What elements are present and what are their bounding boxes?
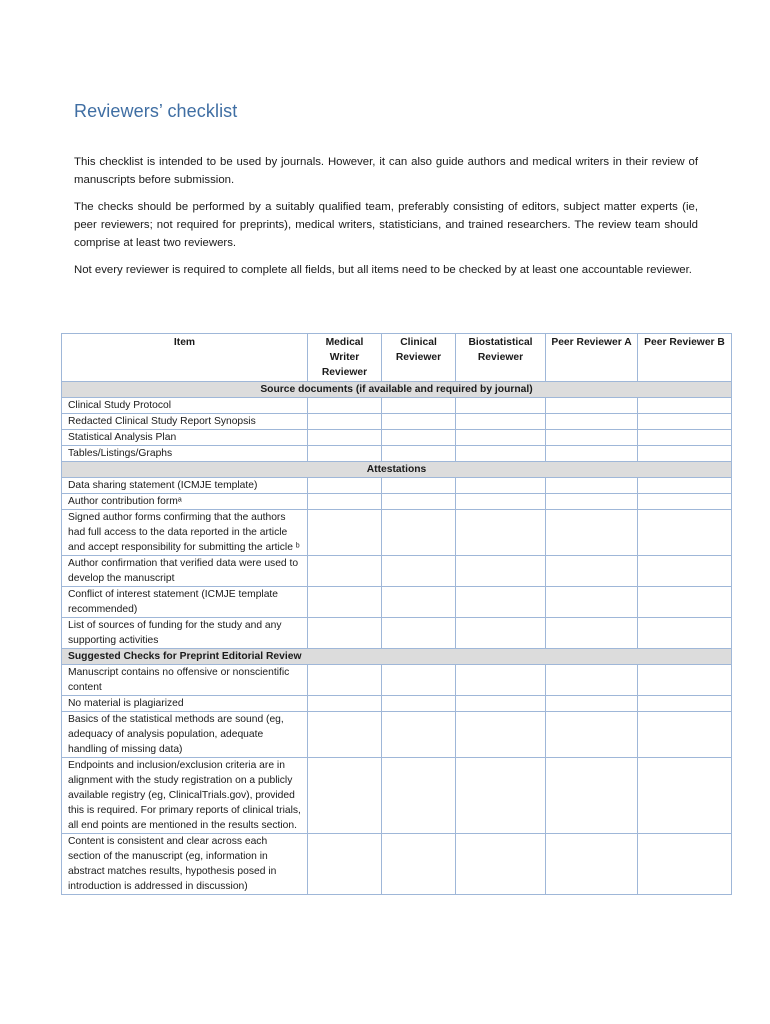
check-cell-biostatistical[interactable] [456,494,546,510]
table-row [62,494,732,510]
check-cell-clinical[interactable] [382,834,456,895]
check-cell-peer-b[interactable] [638,712,732,758]
check-cell-peer-b[interactable] [638,510,732,556]
check-cell-clinical[interactable] [382,712,456,758]
checklist-item-label: No material is plagiarized [62,696,308,712]
intro-paragraph-3: Not every reviewer is required to complete all fields, but all items need to be checked by at least one accountable reviewer. [74,264,692,276]
table-row [62,758,732,834]
check-cell-peer-a[interactable] [546,712,638,758]
check-cell-peer-b[interactable] [638,430,732,446]
header-peer-b: Peer Reviewer B [638,334,732,382]
check-cell-biostatistical[interactable] [456,430,546,446]
check-cell-medical-writer[interactable] [308,414,382,430]
check-cell-biostatistical[interactable] [456,510,546,556]
check-cell-medical-writer[interactable] [308,587,382,618]
check-cell-peer-a[interactable] [546,398,638,414]
check-cell-biostatistical[interactable] [456,587,546,618]
check-cell-biostatistical[interactable] [456,556,546,587]
check-cell-peer-b[interactable] [638,834,732,895]
check-cell-peer-b[interactable] [638,398,732,414]
header-biostatistical: Biostatistical Reviewer [456,334,546,382]
checklist-item-label: Clinical Study Protocol [62,398,308,414]
check-cell-clinical[interactable] [382,430,456,446]
table-row [62,556,732,587]
check-cell-peer-a[interactable] [546,510,638,556]
checklist-item-label: Conflict of interest statement (ICMJE template recommended) [62,587,308,618]
section-label: Suggested Checks for Preprint Editorial Review [62,649,732,665]
check-cell-biostatistical[interactable] [456,834,546,895]
check-cell-peer-a[interactable] [546,618,638,649]
check-cell-peer-b[interactable] [638,494,732,510]
check-cell-clinical[interactable] [382,587,456,618]
check-cell-peer-a[interactable] [546,414,638,430]
check-cell-peer-b[interactable] [638,618,732,649]
check-cell-clinical[interactable] [382,446,456,462]
check-cell-peer-a[interactable] [546,430,638,446]
preprint-items [62,665,732,895]
table-row [62,414,732,430]
check-cell-medical-writer[interactable] [308,834,382,895]
checklist-item-label: Author confirmation that verified data were used to develop the manuscript [62,556,308,587]
table-row [62,587,732,618]
table-row [62,712,732,758]
check-cell-clinical[interactable] [382,414,456,430]
check-cell-biostatistical[interactable] [456,414,546,430]
check-cell-peer-b[interactable] [638,758,732,834]
check-cell-medical-writer[interactable] [308,494,382,510]
checklist-item-label: Data sharing statement (ICMJE template) [62,478,308,494]
check-cell-peer-a[interactable] [546,494,638,510]
table-row [62,430,732,446]
table-row [62,398,732,414]
check-cell-peer-b[interactable] [638,478,732,494]
check-cell-biostatistical[interactable] [456,712,546,758]
attestation-items [62,478,732,649]
checklist-item-label: Endpoints and inclusion/exclusion criteria are in alignment with the study registration on a publicly available registry (eg, ClinicalTrials.gov), provided this is required. For primary reports of clinical trials, all end points are mentioned in the results section. [62,758,308,834]
checklist-item-label: List of sources of funding for the study and any supporting activities [62,618,308,649]
check-cell-peer-b[interactable] [638,587,732,618]
section-row-attestations [62,462,732,478]
table-row [62,618,732,649]
table-row [62,665,732,696]
check-cell-peer-a[interactable] [546,665,638,696]
table-row [62,696,732,712]
header-medical-writer: Medical Writer Reviewer [308,334,382,382]
intro-paragraph-2: The checks should be performed by a suitably qualified team, preferably consisting of editors, subject matter experts (ie, peer reviewers; not required for preprints), medical writers, statisticians, and trained researchers. The review team should comprise at least two reviewers. [74,201,698,249]
check-cell-peer-b[interactable] [638,665,732,696]
check-cell-medical-writer[interactable] [308,510,382,556]
check-cell-clinical[interactable] [382,696,456,712]
header-peer-a: Peer Reviewer A [546,334,638,382]
page-title: Reviewers’ checklist [74,101,238,121]
checklist-item-label: Statistical Analysis Plan [62,430,308,446]
check-cell-medical-writer[interactable] [308,618,382,649]
source-items [62,398,732,462]
section-label: Attestations [62,462,732,478]
check-cell-clinical[interactable] [382,398,456,414]
check-cell-clinical[interactable] [382,494,456,510]
table-row [62,510,732,556]
checklist-item-label: Content is consistent and clear across each section of the manuscript (eg, information in abstract matches results, hypothesis posed in introduction is addressed in discussion) [62,834,308,895]
section-row-preprint-checks [62,649,732,665]
check-cell-clinical[interactable] [382,556,456,587]
checklist-item-label: Manuscript contains no offensive or nonscientific content [62,665,308,696]
section-label: Source documents (if available and required by journal) [62,382,732,398]
table-row [62,446,732,462]
check-cell-medical-writer[interactable] [308,446,382,462]
check-cell-peer-a[interactable] [546,556,638,587]
intro-paragraph-1: This checklist is intended to be used by journals. However, it can also guide authors and medical writers in their review of manuscripts before submission. [74,156,698,186]
check-cell-peer-a[interactable] [546,587,638,618]
check-cell-peer-b[interactable] [638,696,732,712]
checklist-item-label: Author contribution formᵃ [62,494,308,510]
reviewers-checklist-table [61,333,732,895]
check-cell-peer-a[interactable] [546,478,638,494]
section-row-source-documents [62,382,732,398]
check-cell-peer-b[interactable] [638,446,732,462]
check-cell-peer-a[interactable] [546,758,638,834]
checklist-item-label: Redacted Clinical Study Report Synopsis [62,414,308,430]
check-cell-medical-writer[interactable] [308,478,382,494]
check-cell-peer-a[interactable] [546,696,638,712]
check-cell-clinical[interactable] [382,665,456,696]
check-cell-clinical[interactable] [382,478,456,494]
table-row [62,478,732,494]
check-cell-medical-writer[interactable] [308,556,382,587]
check-cell-peer-a[interactable] [546,446,638,462]
check-cell-clinical[interactable] [382,758,456,834]
checklist-item-label: Tables/Listings/Graphs [62,446,308,462]
check-cell-medical-writer[interactable] [308,665,382,696]
checklist-item-label: Signed author forms confirming that the authors had full access to the data reported in the article and accept responsibility for submitting the article ᵇ [62,510,308,556]
check-cell-biostatistical[interactable] [456,665,546,696]
table-row [62,834,732,895]
check-cell-medical-writer[interactable] [308,758,382,834]
check-cell-peer-a[interactable] [546,834,638,895]
check-cell-peer-b[interactable] [638,556,732,587]
check-cell-medical-writer[interactable] [308,430,382,446]
check-cell-peer-b[interactable] [638,414,732,430]
header-item: Item [62,334,308,382]
table-header-row [62,334,732,382]
check-cell-clinical[interactable] [382,618,456,649]
check-cell-biostatistical[interactable] [456,446,546,462]
check-cell-biostatistical[interactable] [456,618,546,649]
check-cell-biostatistical[interactable] [456,478,546,494]
check-cell-medical-writer[interactable] [308,712,382,758]
check-cell-clinical[interactable] [382,510,456,556]
check-cell-biostatistical[interactable] [456,758,546,834]
check-cell-medical-writer[interactable] [308,696,382,712]
check-cell-medical-writer[interactable] [308,398,382,414]
check-cell-biostatistical[interactable] [456,398,546,414]
checklist-item-label: Basics of the statistical methods are sound (eg, adequacy of analysis population, adequate handling of missing data) [62,712,308,758]
check-cell-biostatistical[interactable] [456,696,546,712]
header-clinical: Clinical Reviewer [382,334,456,382]
